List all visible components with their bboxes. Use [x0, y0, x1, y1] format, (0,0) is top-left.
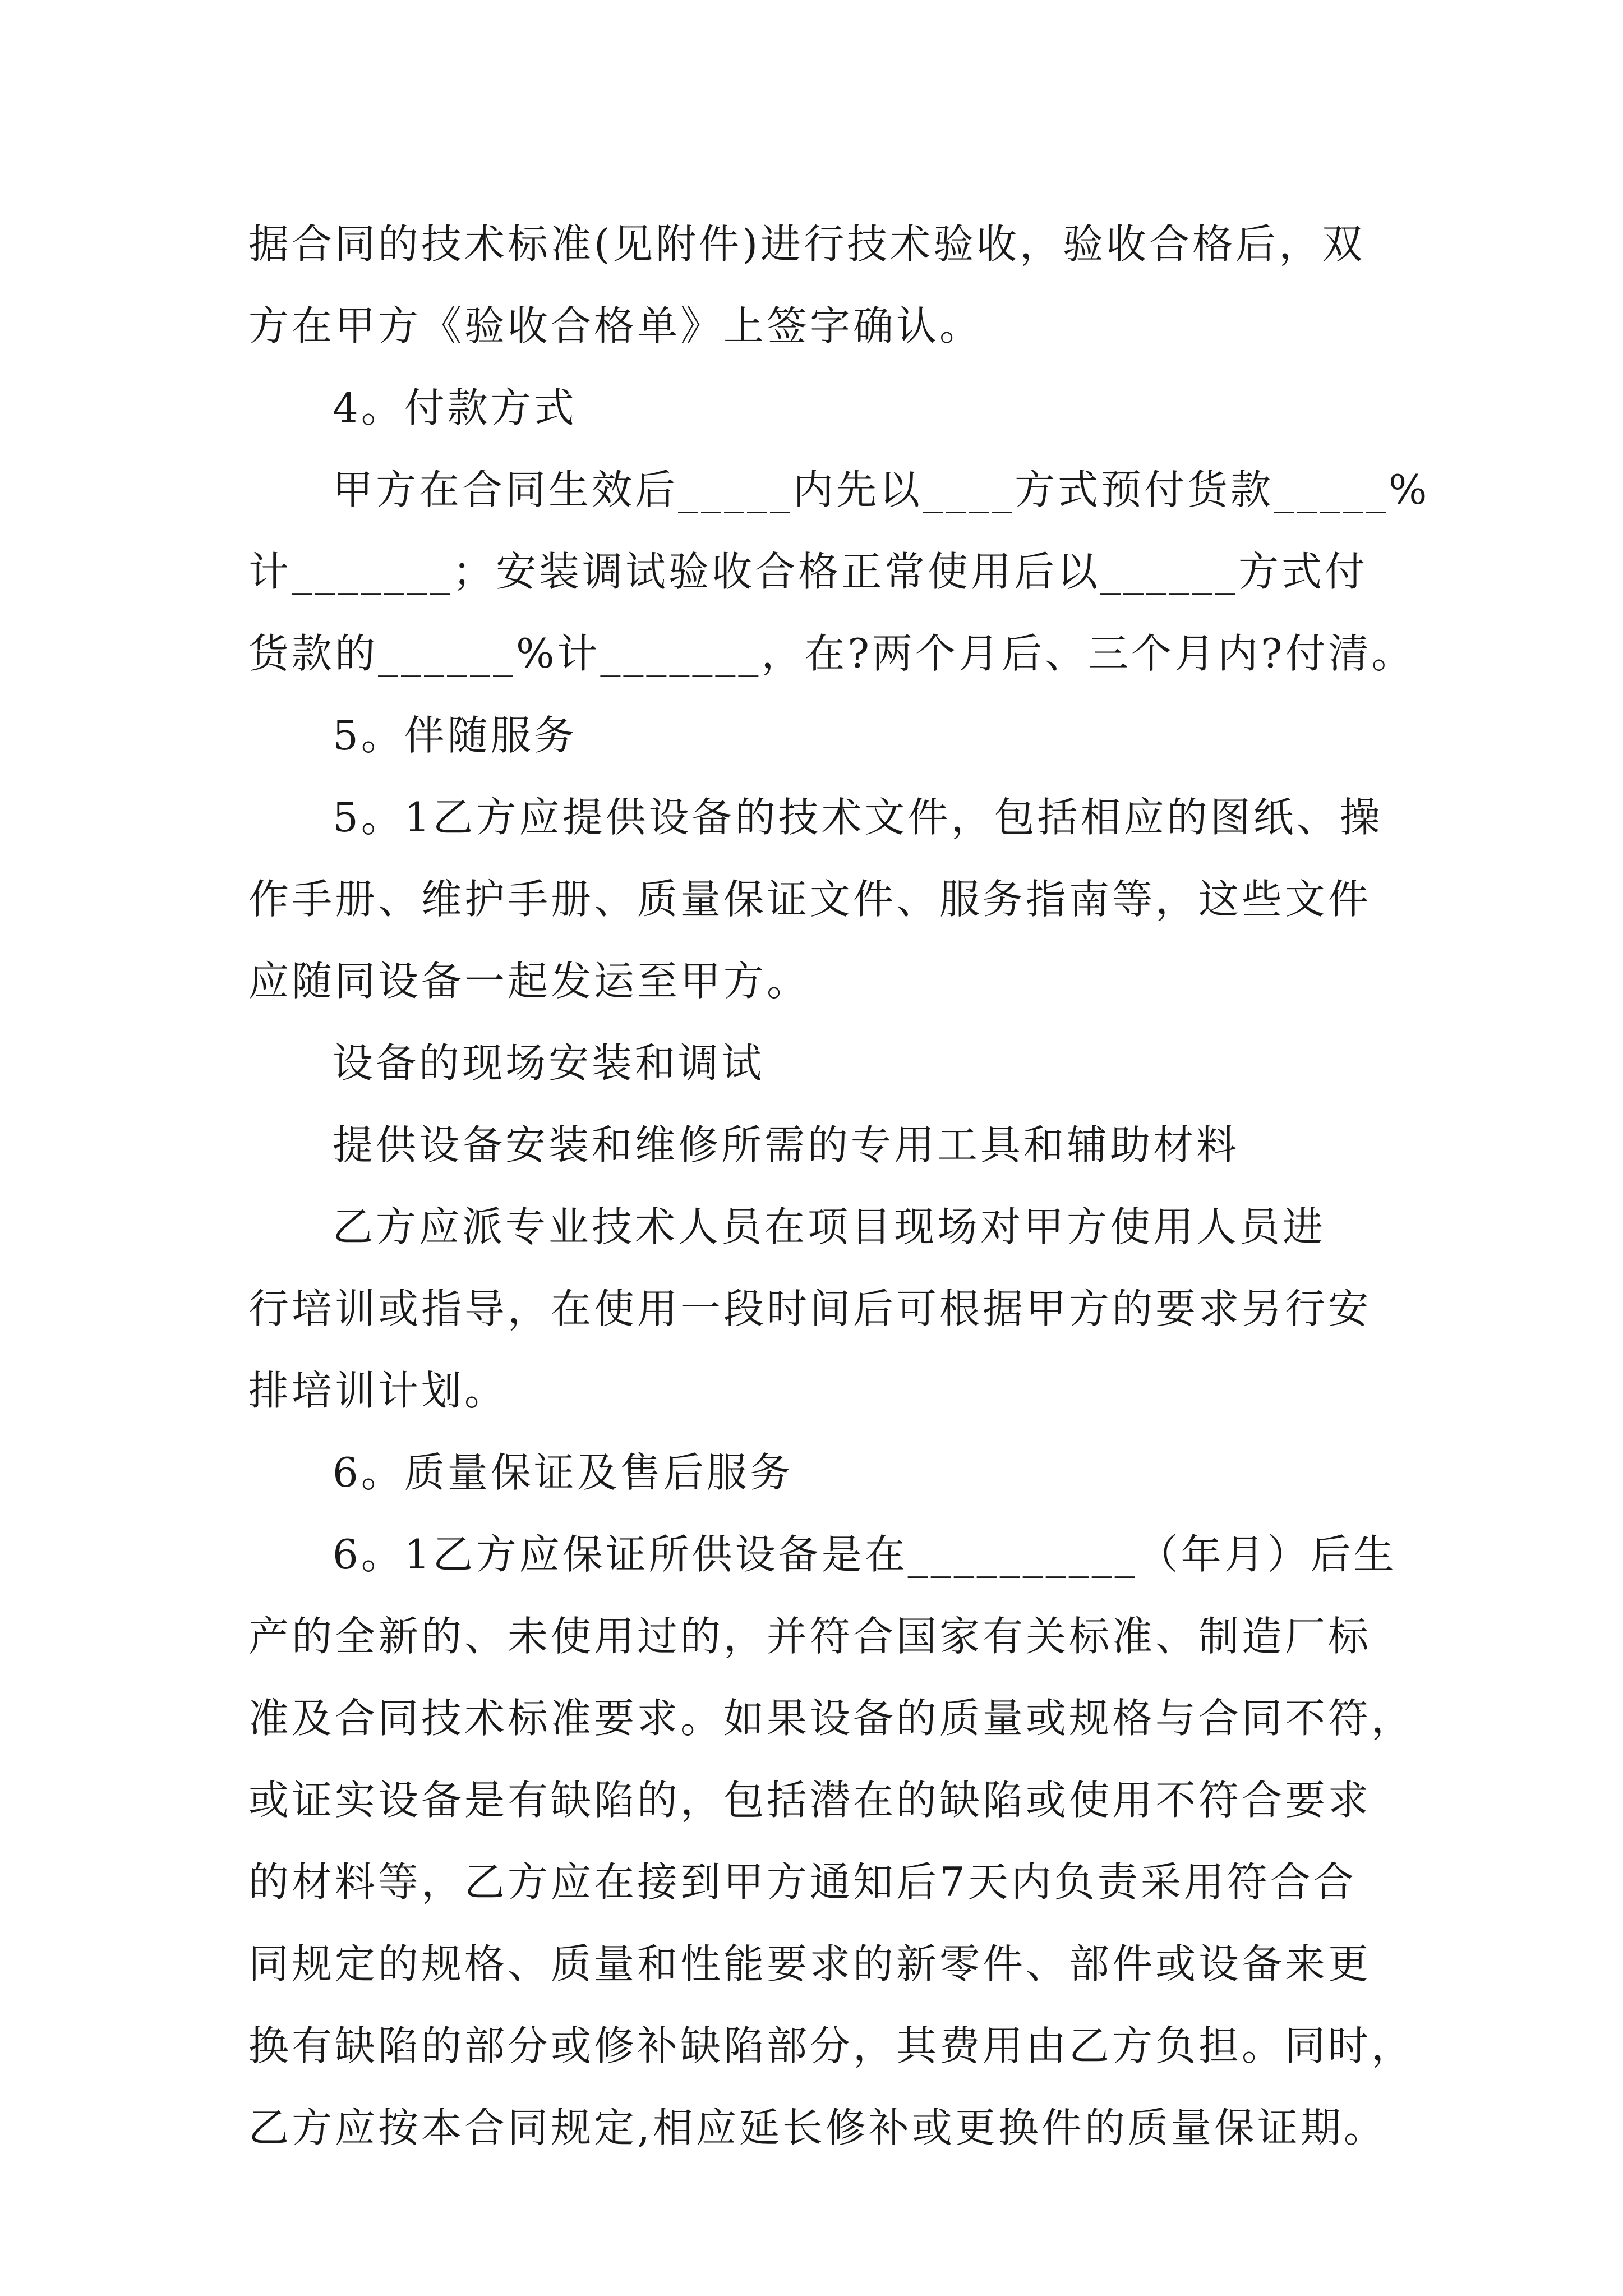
- text-line: 或证实设备是有缺陷的，包括潜在的缺陷或使用不符合要求: [248, 1777, 1372, 1824]
- text-line: 5。1乙方应提供设备的技术文件，包括相应的图纸、操: [333, 794, 1383, 841]
- text-line: 应随同设备一起发运至甲方。: [248, 958, 810, 1005]
- section-heading-quality: 6。质量保证及售后服务: [333, 1449, 793, 1496]
- section-heading-services: 5。伴随服务: [333, 712, 577, 759]
- text-line: 计_______；安装调试验收合格正常使用后以______方式付: [248, 548, 1368, 595]
- text-line: 货款的______%计_______，在?两个月后、三个月内?付清。: [248, 630, 1415, 677]
- text-line: 行培训或指导，在使用一段时间后可根据甲方的要求另行安: [248, 1285, 1372, 1332]
- text-line: 同规定的规格、质量和性能要求的新零件、部件或设备来更: [248, 1940, 1372, 1987]
- text-line: 排培训计划。: [248, 1367, 508, 1414]
- text-line: 作手册、维护手册、质量保证文件、服务指南等，这些文件: [248, 876, 1372, 923]
- text-line: 乙方应派专业技术人员在项目现场对甲方使用人员进: [333, 1203, 1326, 1250]
- text-line: 乙方应按本合同规定,相应延长修补或更换件的质量保证期。: [248, 2104, 1387, 2151]
- text-line: 据合同的技术标准(见附件)进行技术验收，验收合格后，双: [248, 220, 1366, 268]
- text-line: 提供设备安装和维修所需的专用工具和辅助材料: [333, 1121, 1240, 1168]
- text-line: 的材料等，乙方应在接到甲方通知后7天内负责采用符合合: [248, 1858, 1357, 1906]
- text-line: 准及合同技术标准要求。如果设备的质量或规格与合同不符，: [248, 1695, 1415, 1742]
- text-line: 甲方在合同生效后_____内先以____方式预付货款_____%: [333, 466, 1430, 513]
- text-line: 方在甲方《验收合格单》上签字确认。: [248, 302, 983, 349]
- text-line: 换有缺陷的部分或修补缺陷部分，其费用由乙方负担。同时，: [248, 2022, 1415, 2069]
- text-line: 6。1乙方应保证所供设备是在__________（年月）后生: [333, 1531, 1397, 1578]
- text-line: 设备的现场安装和调试: [333, 1039, 765, 1087]
- section-heading-payment: 4。付款方式: [333, 384, 577, 431]
- text-line: 产的全新的、未使用过的，并符合国家有关标准、制造厂标: [248, 1613, 1372, 1660]
- contract-body-text: [248, 203, 1430, 2169]
